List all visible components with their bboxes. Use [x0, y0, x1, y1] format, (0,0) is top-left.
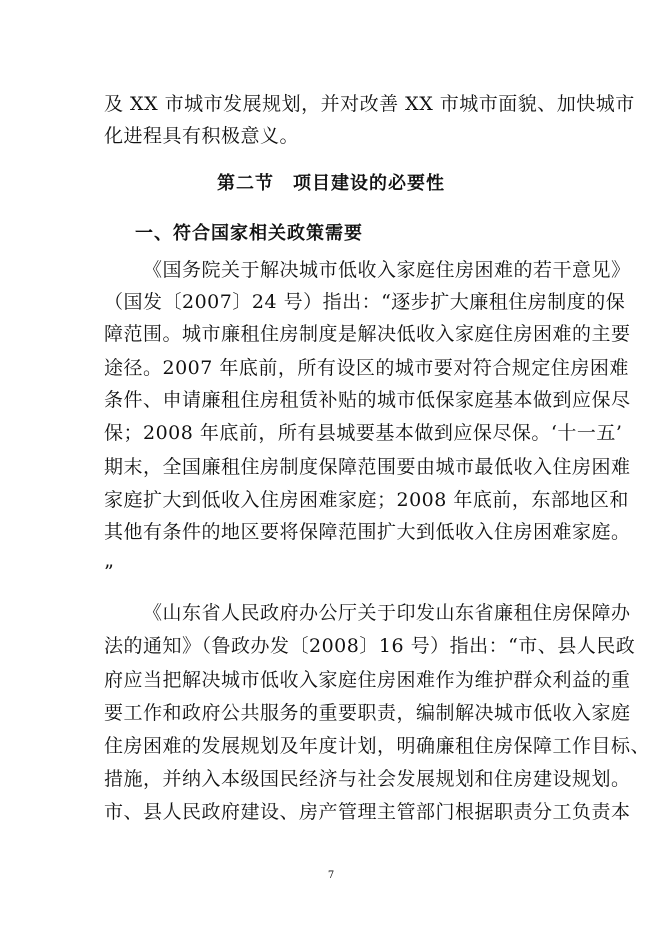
section-heading: 第二节 项目建设的必要性	[217, 173, 445, 194]
paragraph2-line-5: 住房困难的发展规划及年度计划，明确廉租住房保障工作目标、	[104, 735, 651, 757]
paragraph2-line-4: 要工作和政府公共服务的重要职责，编制解决城市低收入家庭	[104, 702, 631, 724]
paragraph2-line-1: 《山东省人民政府办公厅关于印发山东省廉租住房保障办	[143, 602, 631, 624]
paragraph2-line-6: 措施，并纳入本级国民经济与社会发展规划和住房建设规划。	[104, 768, 631, 790]
paragraph1-line-6: 保；2008 年底前，所有县城要基本做到应保尽保。‘十一五’	[104, 422, 623, 444]
paragraph2-line-7: 市、县人民政府建设、房产管理主管部门根据职责分工负责本	[104, 801, 631, 823]
intro-line-2: 化进程具有积极意义。	[104, 125, 300, 147]
paragraph1-line-4: 途径。2007 年底前，所有设区的城市要对符合规定住房困难	[104, 357, 629, 379]
paragraph1-line-5: 条件、申请廉租住房租赁补贴的城市低保家庭基本做到应保尽	[104, 389, 631, 411]
paragraph1-line-7: 期末，全国廉租住房制度保障范围要由城市最低收入住房困难	[104, 456, 631, 478]
paragraph1-line-3: 障范围。城市廉租住房制度是解决低收入家庭住房困难的主要	[104, 323, 631, 345]
paragraph2-line-2: 法的通知》（鲁政办发〔2008〕16 号）指出：“市、县人民政	[104, 635, 636, 657]
subsection-heading: 一、符合国家相关政策需要	[135, 223, 363, 244]
page-number: 7	[327, 870, 335, 881]
paragraph1-line-8: 家庭扩大到低收入住房困难家庭；2008 年底前，东部地区和	[104, 489, 629, 511]
paragraph1-line-1: 《国务院关于解决城市低收入家庭住房困难的若干意见》	[143, 259, 631, 281]
paragraph1-closing-quote: ”	[104, 561, 115, 583]
paragraph2-line-3: 府应当把解决城市低收入家庭住房困难作为维护群众利益的重	[104, 669, 631, 691]
intro-line-1: 及 XX 市城市发展规划，并对改善 XX 市城市面貌、加快城市	[104, 93, 635, 115]
paragraph1-line-2: （国发〔2007〕24 号）指出：“逐步扩大廉租住房制度的保	[104, 291, 626, 313]
paragraph1-line-9: 其他有条件的地区要将保障范围扩大到低收入住房困难家庭。	[104, 521, 631, 543]
